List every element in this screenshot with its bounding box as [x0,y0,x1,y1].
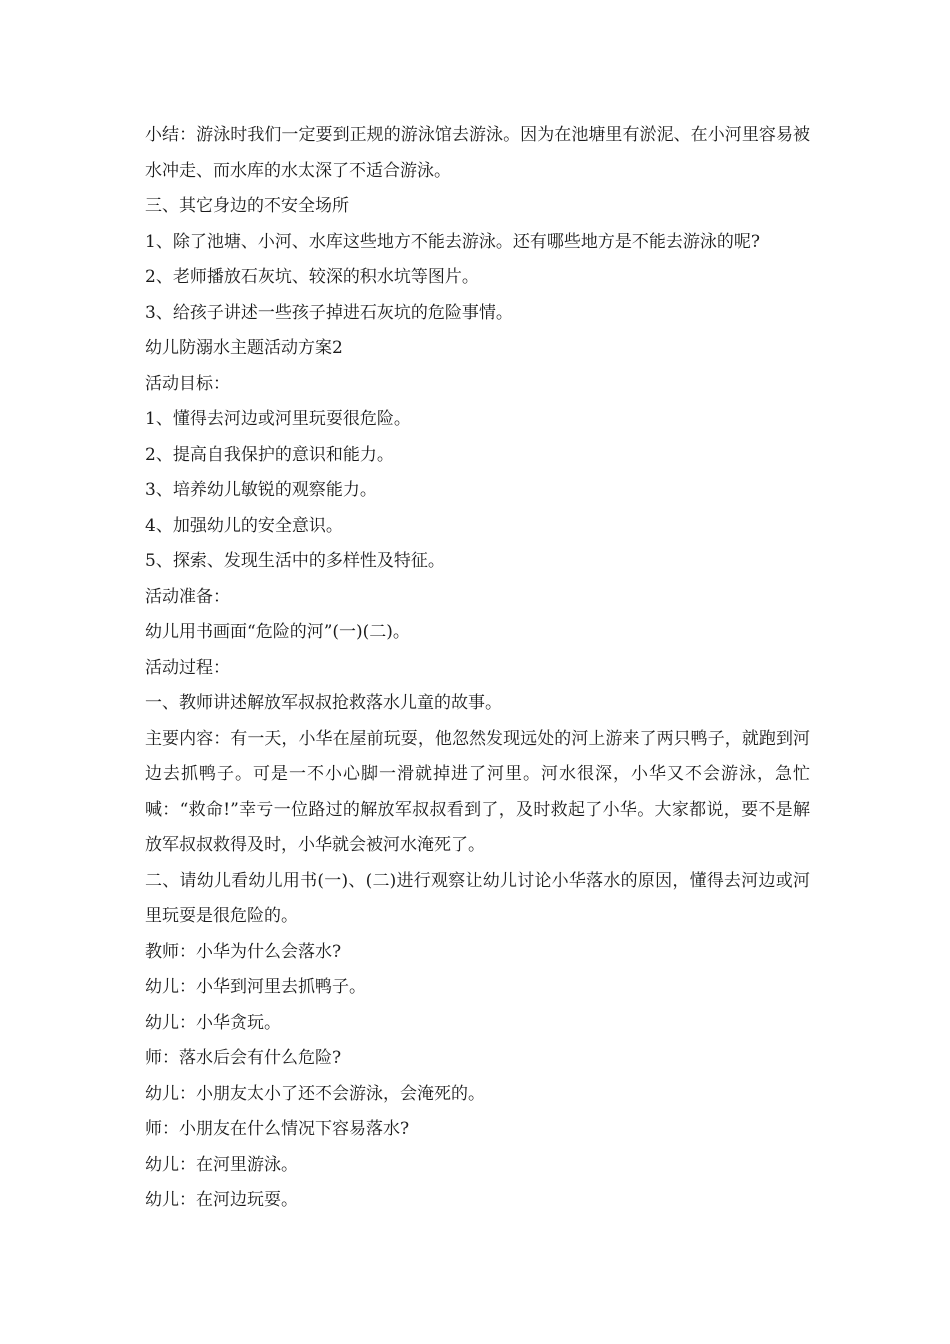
list-item: 2、提高自我保护的意识和能力。 [145,444,394,465]
dialogue-line: 幼儿：小华到河里去抓鸭子。 [145,977,366,997]
paragraph: 幼儿用书画面“危险的河”(一)(二)。 [145,622,410,642]
section-heading: 三、其它身边的不安全场所 [145,196,349,216]
list-item: 1、懂得去河边或河里玩耍很危险。 [145,409,411,429]
dialogue-line: 教师：小华为什么会落水? [145,941,342,962]
paragraph: 主要内容：有一天，小华在屋前玩耍，他忽然发现远处的河上游来了两只鸭子，就跑到河边去抓鸭子。可是一不小心脚一滑就掉进了河里。河水很深，小华又不会游泳，急忙喊：“救命!”幸亏一位路过的解放军叔叔看到了，及时救起了小华。大家都说，要不是解放军叔叔救得及时，小华就会被河水淹死了。 [145,728,810,855]
paragraph: 一、教师讲述解放军叔叔抢救落水儿童的故事。 [145,693,502,713]
dialogue-line: 师：落水后会有什么危险? [145,1048,342,1068]
section-heading: 活动准备： [145,586,230,607]
dialogue-line: 幼儿：在河里游泳。 [145,1154,298,1175]
paragraph: 1、除了池塘、小河、水库这些地方不能去游泳。还有哪些地方是不能去游泳的呢? [145,231,760,252]
document-title: 幼儿防溺水主题活动方案2 [145,338,343,358]
list-item: 3、培养幼儿敏锐的观察能力。 [145,480,377,500]
section-heading: 活动目标： [145,373,230,394]
list-item: 4、加强幼儿的安全意识。 [145,515,343,536]
document-body [145,118,810,1219]
paragraph: 2、老师播放石灰坑、较深的积水坑等图片。 [145,267,479,287]
section-heading: 活动过程： [145,657,230,678]
dialogue-line: 幼儿：在河边玩耍。 [145,1190,298,1210]
paragraph: 小结：游泳时我们一定要到正规的游泳馆去游泳。因为在池塘里有淤泥、在小河里容易被水冲走、而水库的水太深了不适合游泳。 [145,125,810,181]
list-item: 5、探索、发现生活中的多样性及特征。 [145,551,445,571]
dialogue-line: 幼儿：小华贪玩。 [145,1012,281,1033]
dialogue-line: 师：小朋友在什么情况下容易落水? [145,1119,410,1139]
dialogue-line: 幼儿：小朋友太小了还不会游泳，会淹死的。 [145,1083,485,1104]
paragraph: 3、给孩子讲述一些孩子掉进石灰坑的危险事情。 [145,302,513,323]
paragraph: 二、请幼儿看幼儿用书(一)、(二)进行观察让幼儿讨论小华落水的原因，懂得去河边或河里玩耍是很危险的。 [145,870,810,926]
